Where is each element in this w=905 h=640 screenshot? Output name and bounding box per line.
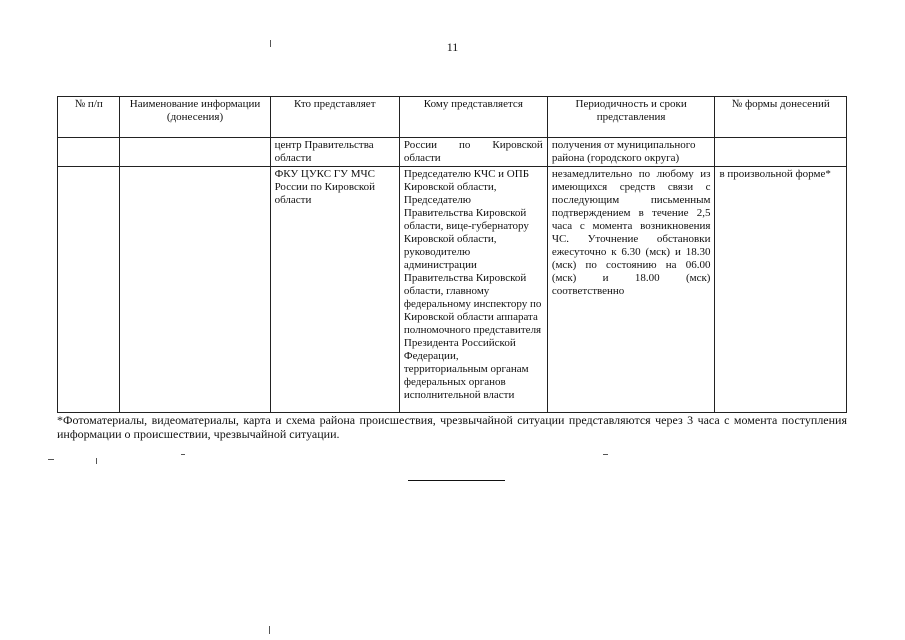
cell-name	[120, 167, 270, 413]
scan-speck	[603, 454, 608, 455]
cell-whom: России по Кировской области	[399, 138, 547, 167]
header-who: Кто представляет	[270, 97, 399, 138]
cell-who: ФКУ ЦУКС ГУ МЧС России по Кировской области	[270, 167, 399, 413]
table-row	[58, 138, 847, 167]
reporting-table	[57, 96, 847, 413]
cell-form: в произвольной форме*	[715, 167, 847, 413]
header-form: № формы донесений	[715, 97, 847, 138]
scan-speck	[270, 40, 271, 47]
cell-num	[58, 138, 120, 167]
header-whom: Кому представляется	[399, 97, 547, 138]
table-row	[58, 167, 847, 413]
page-number: 11	[446, 40, 459, 54]
scan-speck	[181, 454, 185, 455]
header-name: Наименование информации (донесения)	[120, 97, 270, 138]
scan-speck	[48, 459, 54, 460]
footnote: *Фотоматериалы, видеоматериалы, карта и схема района происшествия, чрезвычайной ситуации представляются через 3 часа с момента поступления информации о происшествии, чрезвычайной ситуации.	[57, 413, 847, 441]
cell-period: получения от муниципального района (городского округа)	[547, 138, 715, 167]
cell-who: центр Правительства области	[270, 138, 399, 167]
cell-num	[58, 167, 120, 413]
scan-speck	[96, 458, 97, 464]
cell-whom: Председателю КЧС и ОПБ Кировской области, Председателю Правительства Кировской области, вице-губернатору Кировской области, руководителю администрации Правительства Кировской области, главному федеральному инспектору по Кировской области аппарата полномочного представителя Президента Российской Федерации, территориальным органам федеральных органов исполнительной власти	[399, 167, 547, 413]
cell-name	[120, 138, 270, 167]
closing-rule	[408, 480, 505, 481]
cell-form	[715, 138, 847, 167]
header-num: № п/п	[58, 97, 120, 138]
header-period: Периодичность и сроки представления	[547, 97, 715, 138]
cell-period: незамедлительно по любому из имеющихся средств связи с последующим письменным подтверждением в течение 2,5 часа с момента возникновения ЧС. Уточнение обстановки ежесуточно к 6.30 (мск) и 18.30 (мск) по состоянию на 06.00 (мск) и 18.00 (мск) соответственно	[547, 167, 715, 413]
scan-speck	[269, 626, 270, 634]
table-header-row	[58, 97, 847, 138]
